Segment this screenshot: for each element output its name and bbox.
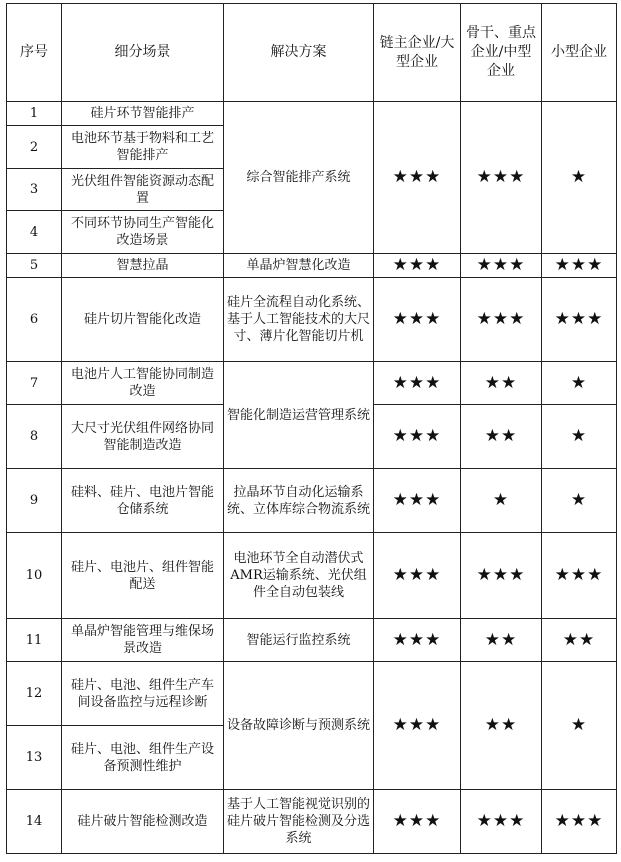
header-medium-enterprise: 骨干、重点企业/中型企业 (461, 4, 542, 102)
rating-small: ★★★ (542, 790, 617, 854)
rating-medium: ★★ (461, 619, 542, 662)
rating-large: ★★★ (374, 278, 461, 362)
row-scene: 智慧拉晶 (62, 254, 224, 278)
row-scene: 不同环节协同生产智能化改造场景 (62, 211, 224, 254)
row-scene: 单晶炉智能管理与维保场景改造 (62, 619, 224, 662)
rating-large: ★★★ (374, 619, 461, 662)
rating-large: ★★★ (374, 254, 461, 278)
row-scene: 光伏组件智能资源动态配置 (62, 169, 224, 211)
rating-small: ★★ (542, 619, 617, 662)
rating-large: ★★★ (374, 362, 461, 405)
row-scene: 硅片破片智能检测改造 (62, 790, 224, 854)
row-seq: 5 (7, 254, 62, 278)
rating-medium: ★★★ (461, 533, 542, 619)
rating-medium: ★★ (461, 662, 542, 790)
rating-small: ★ (542, 469, 617, 533)
table-row (7, 619, 617, 662)
rating-small: ★ (542, 362, 617, 405)
header-large-enterprise: 链主企业/大型企业 (374, 4, 461, 102)
header-solution: 解决方案 (224, 4, 374, 102)
row-solution: 单晶炉智慧化改造 (224, 254, 374, 278)
rating-small: ★ (542, 662, 617, 790)
rating-medium: ★★★ (461, 278, 542, 362)
table-row (7, 254, 617, 278)
rating-medium: ★★ (461, 405, 542, 469)
scenario-table (6, 3, 617, 854)
row-solution: 设备故障诊断与预测系统 (224, 662, 374, 790)
row-scene: 硅片、电池、组件生产车间设备监控与远程诊断 (62, 662, 224, 726)
header-scene: 细分场景 (62, 4, 224, 102)
row-scene: 硅片切片智能化改造 (62, 278, 224, 362)
header-row (7, 4, 617, 102)
row-solution: 拉晶环节自动化运输系统、立体库综合物流系统 (224, 469, 374, 533)
table-row (7, 469, 617, 533)
rating-small: ★★★ (542, 254, 617, 278)
row-seq: 6 (7, 278, 62, 362)
row-seq: 12 (7, 662, 62, 726)
table-row (7, 362, 617, 405)
row-seq: 9 (7, 469, 62, 533)
row-scene: 硅片、电池、组件生产设备预测性维护 (62, 726, 224, 790)
row-solution: 电池环节全自动潜伏式AMR运输系统、光伏组件全自动包装线 (224, 533, 374, 619)
row-scene: 硅片环节智能排产 (62, 102, 224, 126)
rating-small: ★★★ (542, 533, 617, 619)
row-scene: 电池环节基于物料和工艺智能排产 (62, 126, 224, 169)
row-seq: 10 (7, 533, 62, 619)
rating-small: ★★★ (542, 278, 617, 362)
row-seq: 13 (7, 726, 62, 790)
rating-large: ★★★ (374, 405, 461, 469)
row-solution: 综合智能排产系统 (224, 102, 374, 254)
table-row (7, 533, 617, 619)
table-row (7, 790, 617, 854)
rating-medium: ★ (461, 469, 542, 533)
rating-medium: ★★★ (461, 254, 542, 278)
row-seq: 1 (7, 102, 62, 126)
table-row (7, 662, 617, 726)
row-seq: 11 (7, 619, 62, 662)
row-scene: 电池片人工智能协同制造改造 (62, 362, 224, 405)
row-scene: 大尺寸光伏组件网络协同智能制造改造 (62, 405, 224, 469)
row-scene: 硅片、电池片、组件智能配送 (62, 533, 224, 619)
table-row (7, 278, 617, 362)
row-seq: 7 (7, 362, 62, 405)
row-scene: 硅料、硅片、电池片智能仓储系统 (62, 469, 224, 533)
row-seq: 14 (7, 790, 62, 854)
header-seq: 序号 (7, 4, 62, 102)
header-small-enterprise: 小型企业 (542, 4, 617, 102)
rating-large: ★★★ (374, 533, 461, 619)
row-solution: 智能运行监控系统 (224, 619, 374, 662)
rating-medium: ★★ (461, 362, 542, 405)
row-solution: 智能化制造运营管理系统 (224, 362, 374, 469)
row-solution: 基于人工智能视觉识别的硅片破片智能检测及分选系统 (224, 790, 374, 854)
rating-medium: ★★★ (461, 790, 542, 854)
rating-large: ★★★ (374, 469, 461, 533)
row-seq: 2 (7, 126, 62, 169)
table-row (7, 102, 617, 126)
row-seq: 3 (7, 169, 62, 211)
rating-large: ★★★ (374, 662, 461, 790)
rating-small: ★ (542, 102, 617, 254)
row-seq: 8 (7, 405, 62, 469)
row-solution: 硅片全流程自动化系统、基于人工智能技术的大尺寸、薄片化智能切片机 (224, 278, 374, 362)
rating-medium: ★★★ (461, 102, 542, 254)
rating-large: ★★★ (374, 790, 461, 854)
rating-small: ★ (542, 405, 617, 469)
rating-large: ★★★ (374, 102, 461, 254)
row-seq: 4 (7, 211, 62, 254)
